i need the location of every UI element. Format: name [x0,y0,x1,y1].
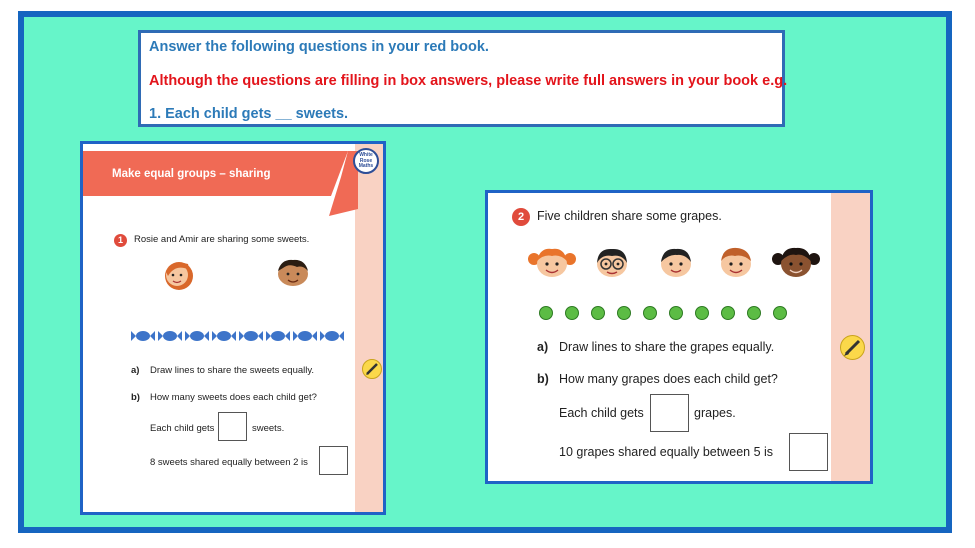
title-banner [83,151,386,221]
question-text: Five children share some grapes. [537,209,722,223]
sweet-icon [158,331,182,341]
sweets-row [131,329,351,343]
sweet-icon [239,331,263,341]
answer-box-each-child[interactable] [218,412,247,441]
each-child-prefix: Each child gets [559,406,644,420]
rosie-face-icon [162,256,198,292]
part-a-text: Draw lines to share the sweets equally. [150,365,315,376]
child-face-icon [592,245,632,279]
answer-box-shared[interactable] [789,433,828,471]
amir-face-icon [275,257,311,289]
question-text: Rosie and Amir are sharing some sweets. [134,234,310,245]
question-number-badge: 2 [512,208,530,226]
sweet-icon [320,331,344,341]
answer-box-each-child[interactable] [650,394,689,432]
instruction-line-2: Although the questions are filling in box answers, please write full answers in your book e.g. [149,73,788,89]
answer-box-shared[interactable] [319,446,348,475]
grape-icon [643,306,657,320]
instructions-box [138,30,788,127]
grape-icon [617,306,631,320]
child-face-icon [771,245,821,279]
grape-icon [773,306,787,320]
grape-icon [721,306,735,320]
sweet-icon [212,331,236,341]
grape-icon [695,306,709,320]
sweet-icon [266,331,290,341]
part-b-text: How many sweets does each child get? [150,392,317,403]
part-b-text: How many grapes does each child get? [559,372,778,386]
each-child-suffix: sweets. [252,423,285,434]
worksheet-card-grapes [485,190,873,484]
banner-title: Make equal groups – sharing [112,168,271,180]
shared-equally-text: 8 sweets shared equally between 2 is [150,457,308,468]
sweet-icon [185,331,209,341]
each-child-prefix: Each child gets [150,423,215,434]
instruction-line-1: Answer the following questions in your red book. [149,39,489,55]
child-face-icon [528,245,576,279]
part-a-label: a) [537,340,549,354]
white-rose-maths-logo: White Rose Maths [353,148,379,174]
child-face-icon [717,245,755,279]
sweet-icon [131,331,155,341]
grape-icon [565,306,579,320]
grape-icon [669,306,683,320]
shared-equally-text: 10 grapes shared equally between 5 is [559,445,774,459]
instruction-line-3: 1. Each child gets __ sweets. [149,106,349,122]
pencil-icon [840,335,865,360]
grape-icon [747,306,761,320]
sweet-icon [293,331,317,341]
pencil-icon [362,359,382,379]
each-child-suffix: grapes. [694,406,736,420]
worksheet-card-sweets [80,141,386,515]
grape-icon [591,306,605,320]
part-b-label: b) [537,372,549,386]
part-a-label: a) [131,365,140,376]
question-number-badge: 1 [114,234,127,247]
part-b-label: b) [131,392,140,403]
part-a-text: Draw lines to share the grapes equally. [559,340,775,354]
child-face-icon [657,246,695,278]
grape-icon [539,306,553,320]
